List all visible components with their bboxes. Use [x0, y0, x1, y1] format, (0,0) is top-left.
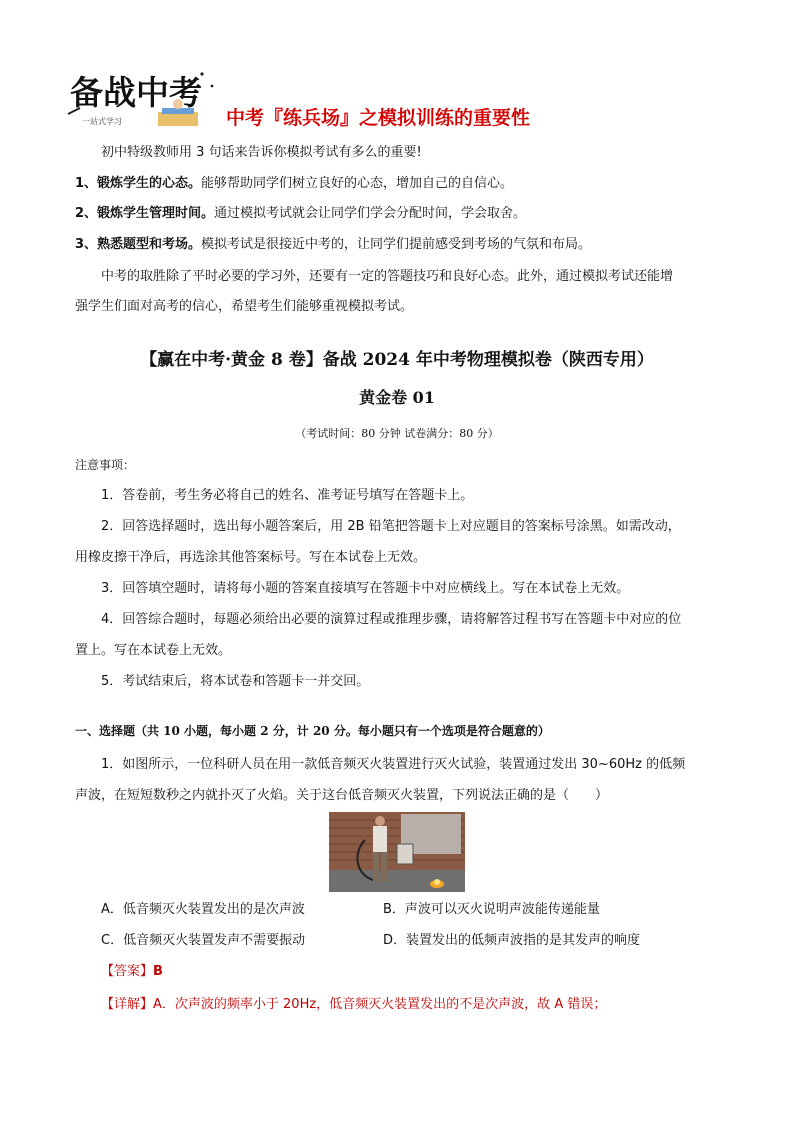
exam-meta: （考试时间：80 分钟 试卷满分：80 分）	[295, 427, 499, 440]
point-label: 3、熟悉题型和考场。	[75, 237, 202, 252]
question-1-option-c: C．低音频灭火装置发声不需要振动	[101, 933, 306, 948]
question-1-option-a: A．低音频灭火装置发出的是次声波	[101, 902, 305, 917]
point-text: 模拟考试是很接近中考的，让同学们提前感受到考场的气氛和布局。	[201, 237, 592, 252]
detail-text: A．次声波的频率小于 20Hz，低音频灭火装置发出的不是次声波，故 A 错误；	[153, 997, 607, 1012]
intro-paragraph-line-2: 强学生们面对高考的信心，希望考生们能够重视模拟考试。	[75, 299, 414, 314]
question-1-detail	[101, 995, 606, 1015]
note-2-line-2: 用橡皮擦干净后，再选涂其他答案标号。写在本试卷上无效。	[75, 550, 427, 565]
page-heading: 中考『练兵场』之模拟训练的重要性	[226, 107, 531, 129]
detail-label: 【详解】	[101, 997, 154, 1012]
logo-subtext: 一站式学习	[82, 117, 122, 126]
fire-experiment-illustration	[329, 812, 465, 892]
question-1-option-d: D．装置发出的低频声波指的是其发声的响度	[383, 933, 641, 948]
answer-label: 【答案】	[101, 964, 154, 979]
intro-point-2	[75, 204, 526, 224]
logo	[62, 64, 222, 130]
note-3: 3．回答填空题时，请将每小题的答案直接填写在答题卡中对应横线上。写在本试卷上无效。	[101, 581, 630, 596]
question-1-option-b: B．声波可以灭火说明声波能传递能量	[383, 902, 600, 917]
point-text: 能够帮助同学们树立良好的心态，增加自己的自信心。	[201, 176, 514, 191]
note-4-line-2: 置上。写在本试卷上无效。	[75, 643, 232, 658]
section-heading: 一、选择题（共 10 小题，每小题 2 分，计 20 分。每小题只有一个选项是符合题意的）	[75, 724, 550, 738]
point-label: 1、锻炼学生的心态。	[75, 176, 202, 191]
notes-heading: 注意事项：	[75, 458, 136, 472]
exam-subtitle: 黄金卷 01	[359, 388, 435, 407]
note-5: 5．考试结束后，将本试卷和答题卡一并交回。	[101, 674, 370, 689]
point-text: 通过模拟考试就会让同学们学会分配时间，学会取舍。	[214, 206, 527, 221]
logo-graphic	[62, 64, 222, 130]
logo-text: 备战中考	[70, 73, 202, 112]
intro-paragraph-line-1: 中考的取胜除了平时必要的学习外，还要有一定的答题技巧和良好心态。此外，通过模拟考试还能增	[101, 269, 674, 284]
note-4-line-1: 4．回答综合题时，每题必须给出必要的演算过程或推理步骤，请将解答过程书写在答题卡中对应的位	[101, 612, 682, 627]
intro-point-1	[75, 174, 513, 194]
intro-line: 初中特级教师用 3 句话来告诉你模拟考试有多么的重要!	[101, 145, 422, 160]
question-1-answer	[101, 962, 163, 982]
question-1-stem-line-1: 1．如图所示，一位科研人员在用一款低音频灭火装置进行灭火试验，装置通过发出 30~60Hz 的低频	[101, 757, 686, 772]
note-1: 1．答卷前，考生务必将自己的姓名、准考证号填写在答题卡上。	[101, 488, 474, 503]
answer-value: B	[153, 964, 163, 979]
exam-title: 【赢在中考·黄金 8 卷】备战 2024 年中考物理模拟卷（陕西专用）	[140, 350, 654, 370]
note-2-line-1: 2．回答选择题时，选出每小题答案后，用 2B 铅笔把答题卡上对应题目的答案标号涂黑。如需改动，	[101, 519, 681, 534]
intro-point-3	[75, 235, 591, 255]
question-1-photo	[329, 812, 465, 892]
question-1-stem-line-2: 声波，在短短数秒之内就扑灭了火焰。关于这台低音频灭火装置，下列说法正确的是（ ）	[75, 788, 609, 803]
point-label: 2、锻炼学生管理时间。	[75, 206, 215, 221]
